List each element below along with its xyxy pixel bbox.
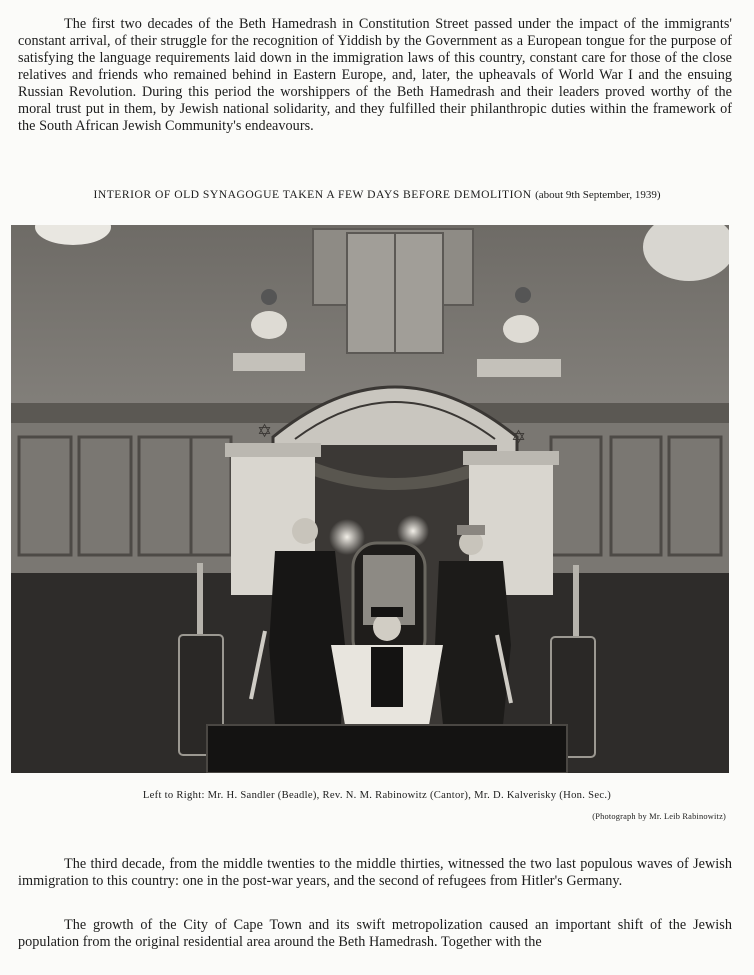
man-left <box>269 551 345 725</box>
photo-title <box>0 188 754 201</box>
body-paragraph-3 <box>18 917 732 951</box>
synagogue-interior-photo <box>11 225 729 773</box>
star-of-david-left: ✡ <box>257 421 273 441</box>
photo-credit: (Photograph by Mr. Leib Rabinowitz) <box>592 812 726 821</box>
star-of-david-right: ✡ <box>511 427 527 447</box>
paragraph-text: The first two decades of the Beth Hamedrash in Constitution Street passed under the impact of the immigrants' constant arrival, of their struggle for the recognition of Yiddish by the Government as a European tongue for the purpose of satisfying the language requirements laid down in the immigration laws of this country, constant care for those of the close relatives and friends who remained behind in Eastern Europe, and, later, the upheavals of World War I and the ensuing Russian Revolution. During this period the worshippers of the Beth Hamedrash and their leaders proved worthy of the moral trust put in them, by Jewish national solidarity, and they fulfilled their philanthropic duties within the framework of the South African Jewish Community's endeavours. <box>18 16 732 134</box>
body-paragraph-1 <box>18 16 732 135</box>
paragraph-text: The third decade, from the middle twenties to the middle thirties, witnessed the two last populous waves of Jewish immigration to this country: one in the post-war years, and the second of refugees from Hitler's Germany. <box>18 856 732 889</box>
photo-title-text: INTERIOR OF OLD SYNAGOGUE TAKEN A FEW DAYS BEFORE DEMOLITION <box>93 188 532 201</box>
photo-date: (about 9th September, 1939) <box>535 189 661 201</box>
table <box>207 725 567 773</box>
photo-illustration <box>11 225 729 773</box>
paragraph-text: The growth of the City of Cape Town and its swift metropolization caused an important shift of the Jewish population from the original residential area around the Beth Hamedrash. Together with the <box>18 917 732 950</box>
body-paragraph-2 <box>18 856 732 890</box>
photo-caption: Left to Right: Mr. H. Sandler (Beadle), Rev. N. M. Rabinowitz (Cantor), Mr. D. Kalverisky (Hon. Sec.) <box>142 790 612 801</box>
